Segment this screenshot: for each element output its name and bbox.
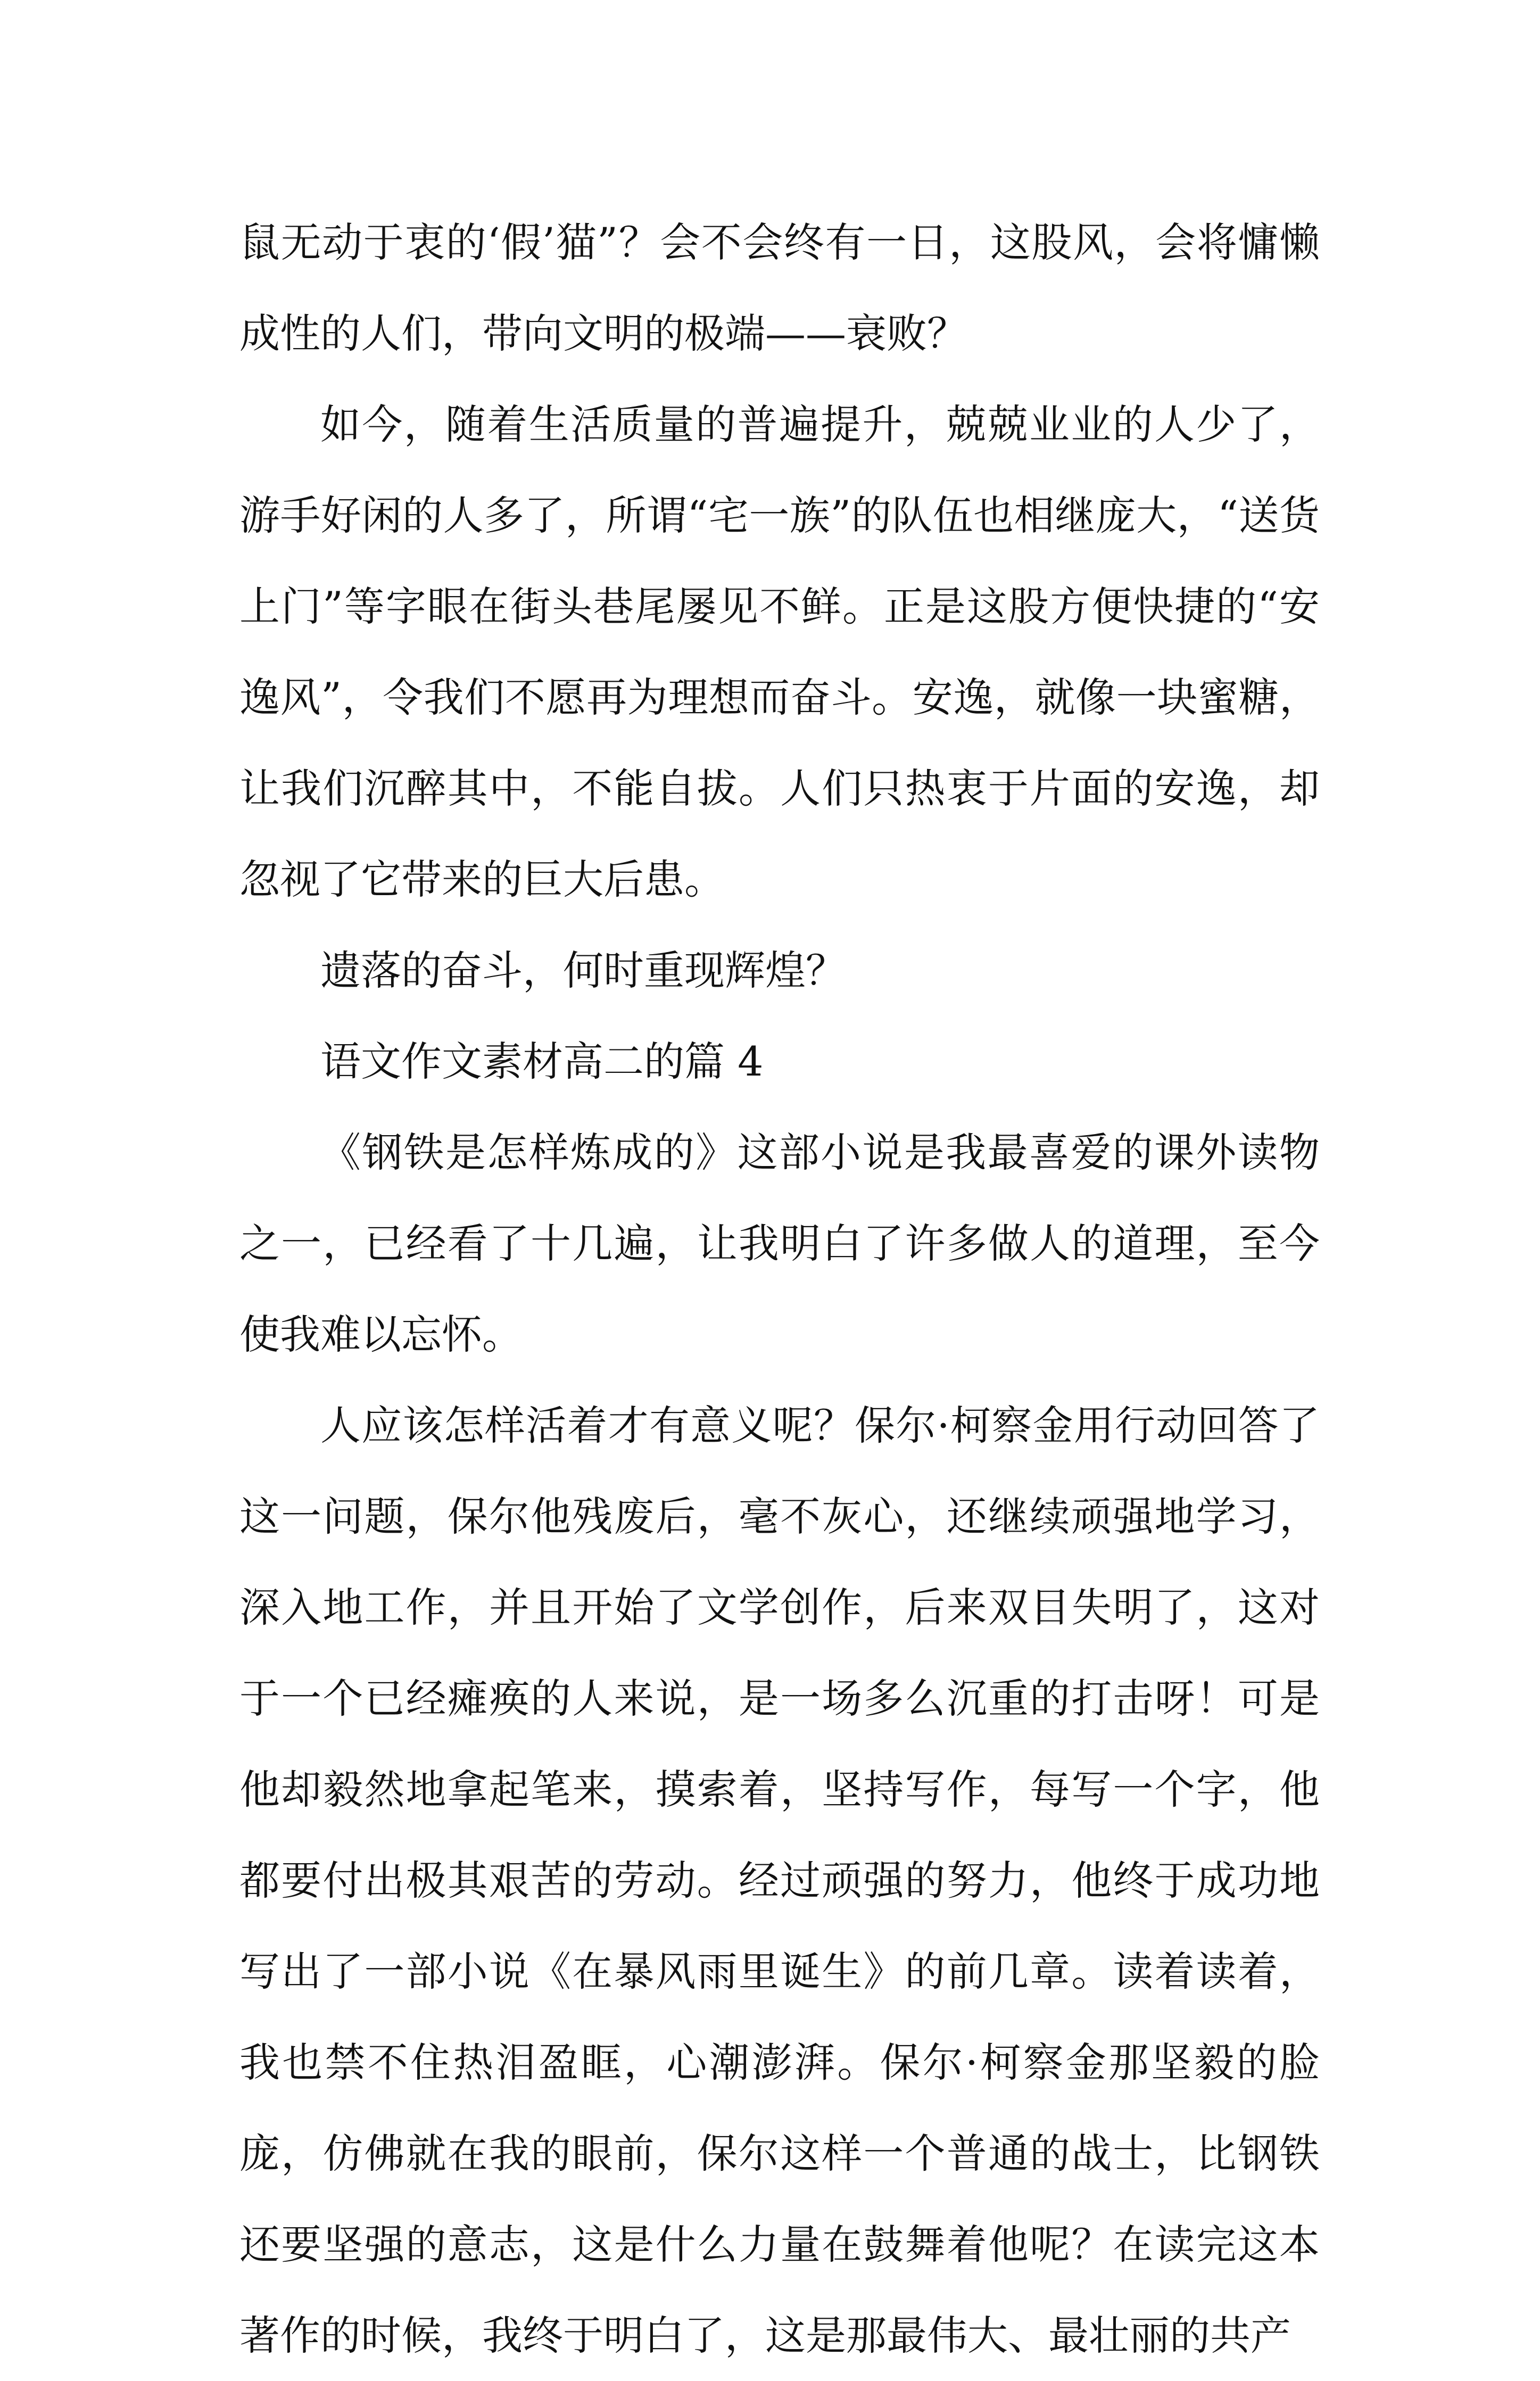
section-heading: 语文作文素材高二的篇 4 bbox=[320, 1038, 764, 1085]
document-body bbox=[239, 197, 1320, 2381]
paragraph-4: 《钢铁是怎样炼成的》这部小说是我最喜爱的课外读物之一，已经看了十几遍，让我明白了许多做人的道理，至今使我难以忘怀。 bbox=[239, 1129, 1320, 1358]
paragraph-1: 鼠无动于衷的‘假’猫”？会不会终有一日，这股风，会将慵懒成性的人们，带向文明的极端——衰败？ bbox=[239, 219, 1320, 357]
paragraph-3: 遗落的奋斗，何时重现辉煌？ bbox=[320, 947, 846, 994]
paragraph-2: 如今，随着生活质量的普遍提升，兢兢业业的人少了，游手好闲的人多了，所谓“宅一族”的队伍也相继庞大，“送货上门”等字眼在街头巷尾屡见不鲜。正是这股方便快捷的“安逸风”，令我们不愿再为理想而奋斗。安逸，就像一块蜜糖，让我们沉醉其中，不能自拔。人们只热衷于片面的安逸，却忽视了它带来的巨大后患。 bbox=[239, 401, 1320, 903]
paragraph-5: 人应该怎样活着才有意义呢？保尔·柯察金用行动回答了这一问题，保尔他残废后，毫不灰心，还继续顽强地学习，深入地工作，并且开始了文学创作，后来双目失明了，这对于一个已经瘫痪的人来说，是一场多么沉重的打击呀！可是他却毅然地拿起笔来，摸索着，坚持写作，每写一个字，他都要付出极其艰苦的劳动。经过顽强的努力，他终于成功地写出了一部小说《在暴风雨里诞生》的前几章。读着读着，我也禁不住热泪盈眶，心潮澎湃。保尔·柯察金那坚毅的脸庞，仿佛就在我的眼前，保尔这样一个普通的战士，比钢铁还要坚强的意志，这是什么力量在鼓舞着他呢？在读完这本著作的时候，我终于明白了，这是那最伟大、最壮丽的共产 bbox=[239, 1402, 1320, 2359]
